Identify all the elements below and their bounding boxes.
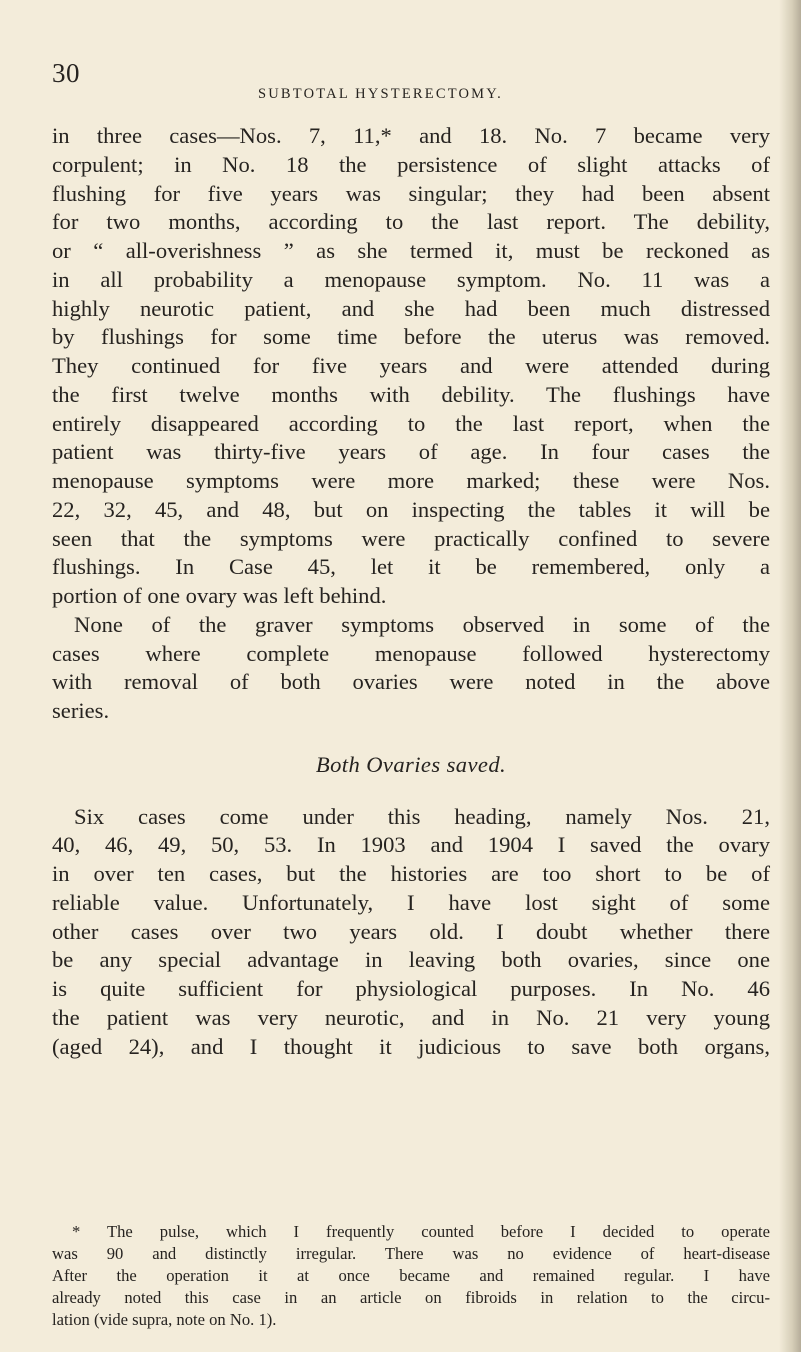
text-line: 40, 46, 49, 50, 53. In 1903 and 1904 I saved the ovary <box>52 832 770 858</box>
footnote-line: already noted this case in an article on fibroids in relation to the circu- <box>52 1288 770 1307</box>
footnote <box>52 1221 770 1331</box>
text-line: patient was thirty-five years of age. In four cases the <box>52 439 770 465</box>
text-line: series. <box>52 698 110 723</box>
text-line: corpulent; in No. 18 the persistence of slight attacks of <box>52 151 770 177</box>
text-line: in over ten cases, but the histories are too short to be of <box>52 861 770 886</box>
text-line: Six cases come under this heading, namely Nos. 21, <box>74 803 770 829</box>
text-line: menopause symptoms were more marked; these were Nos. <box>52 468 770 493</box>
text-line: 22, 32, 45, and 48, but on inspecting the tables it will be <box>52 496 770 522</box>
text-line: in all probability a menopause symptom. No. 11 was a <box>52 266 770 292</box>
paragraph-3 <box>52 803 770 1062</box>
page-edge-shadow <box>779 0 801 1352</box>
text-line: portion of one ovary was left behind. <box>52 583 387 608</box>
text-line: with removal of both ovaries were noted in the above <box>52 669 770 695</box>
text-line: is quite sufficient for physiological purposes. In No. 46 <box>52 976 770 1001</box>
text-line: be any special advantage in leaving both ovaries, since one <box>52 947 770 973</box>
text-line: cases where complete menopause followed hysterectomy <box>52 640 770 666</box>
text-line: entirely disappeared according to the last report, when the <box>52 410 770 436</box>
text-line: in three cases—Nos. 7, 11,* and 18. No. 7 became very <box>52 123 770 148</box>
running-head: SUBTOTAL HYSTERECTOMY. <box>258 86 503 102</box>
text-line: flushing for five years was singular; they had been absent <box>52 180 770 206</box>
text-line: by flushings for some time before the uterus was removed. <box>52 324 770 350</box>
footnote-line: * The pulse, which I frequently counted before I decided to operate <box>72 1222 770 1241</box>
text-line: None of the graver symptoms observed in some of the <box>74 611 770 637</box>
page-number: 30 <box>52 58 80 88</box>
footnote-line: After the operation it at once became and remained regular. I have <box>52 1266 770 1285</box>
text-line: flushings. In Case 45, let it be remembered, only a <box>52 554 770 580</box>
text-line: highly neurotic patient, and she had been much distressed <box>52 295 770 321</box>
text-line: reliable value. Unfortunately, I have lost sight of some <box>52 889 770 915</box>
text-line: or “ all-overishness ” as she termed it, must be reckoned as <box>52 238 770 263</box>
footnote-line: was 90 and distinctly irregular. There was no evidence of heart-disease <box>52 1244 770 1263</box>
text-line: other cases over two years old. I doubt whether there <box>52 918 770 944</box>
paragraph-2 <box>52 611 770 726</box>
text-line: for two months, according to the last report. The debility, <box>52 209 770 235</box>
text-line: They continued for five years and were attended during <box>52 353 770 378</box>
text-line: the patient was very neurotic, and in No. 21 very young <box>52 1004 770 1030</box>
text-line: (aged 24), and I thought it judicious to save both organs, <box>52 1033 770 1059</box>
paragraph-1 <box>52 122 770 611</box>
text-line: seen that the symptoms were practically confined to severe <box>52 525 770 551</box>
text-line: the first twelve months with debility. The flushings have <box>52 381 770 407</box>
footnote-line: lation (vide supra, note on No. 1). <box>52 1310 277 1329</box>
body-text <box>52 122 770 1061</box>
section-heading: Both Ovaries saved. <box>315 751 507 777</box>
